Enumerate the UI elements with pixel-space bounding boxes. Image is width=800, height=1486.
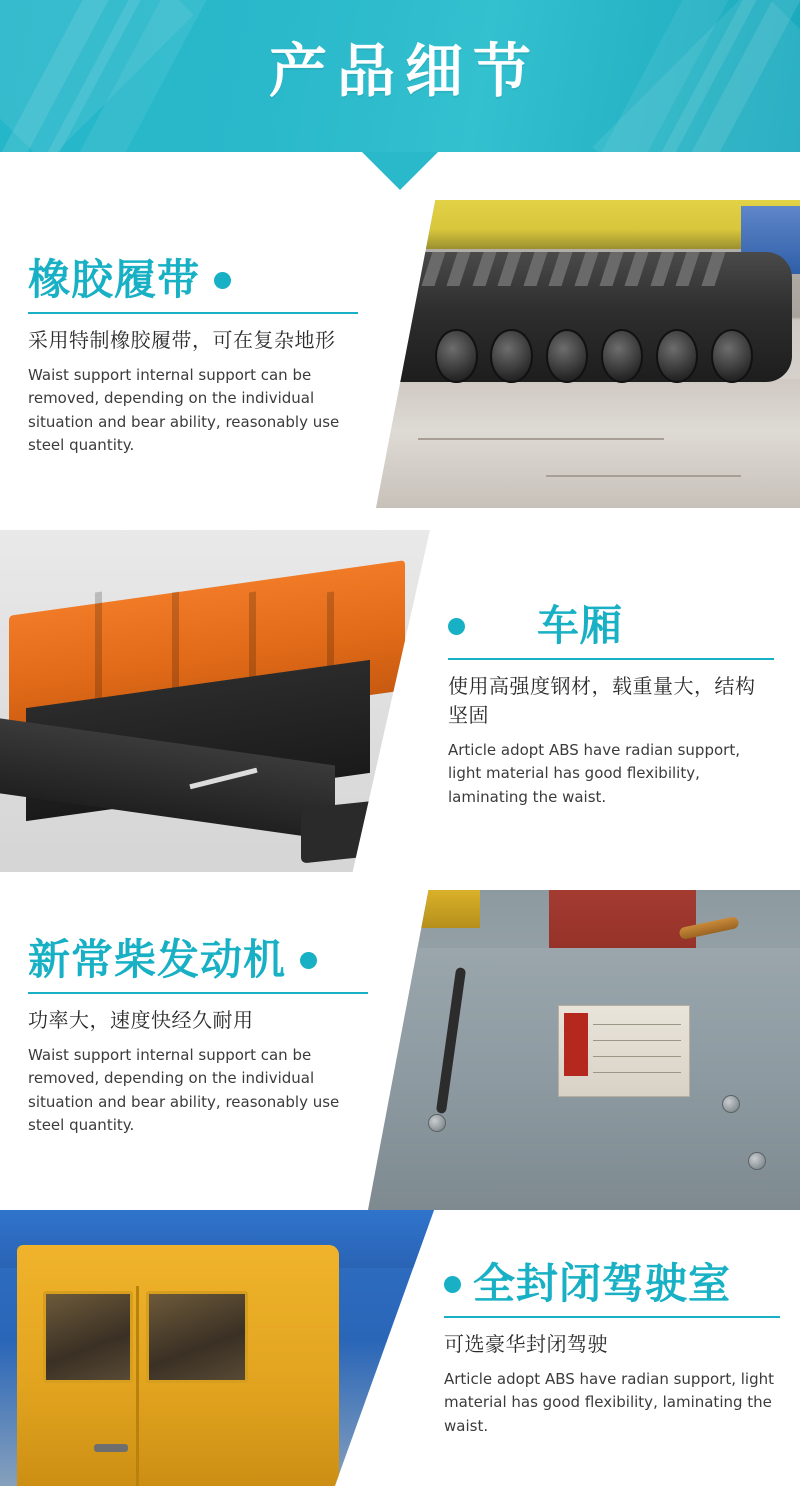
photo-bed-rib — [95, 591, 102, 715]
photo-cab-window — [146, 1291, 248, 1384]
photo-track-grouser — [396, 252, 420, 286]
photo-track-roller — [711, 329, 753, 382]
closed-cab-subtitle: 可选豪华封闭驾驶 — [444, 1332, 608, 1357]
closed-cab-heading-row — [444, 1259, 780, 1308]
banner-arrow-icon — [362, 152, 438, 190]
photo-yellow-frame — [411, 890, 480, 928]
photo-nameplate — [558, 1005, 690, 1097]
photo-cab-door-line — [136, 1286, 139, 1486]
section-closed-cab — [0, 1210, 800, 1486]
page-header-banner — [0, 0, 800, 152]
section-cargo-box — [0, 530, 800, 890]
rubber-track-heading-row — [28, 255, 358, 304]
cargo-box-subtitle: 使用高强度钢材，载重量大，结构坚固 — [448, 674, 756, 728]
photo-chassis-part — [301, 799, 387, 863]
cargo-box-divider — [448, 658, 774, 660]
photo-cab-window — [43, 1291, 133, 1384]
closed-cab-heading: 全封闭驾驶室 — [473, 1259, 732, 1308]
rubber-track-subtitle: 采用特制橡胶履带，可在复杂地形 — [28, 328, 336, 353]
photo-nameplate-line — [593, 1024, 681, 1025]
photo-track-roller — [601, 329, 643, 382]
closed-cab-text-block — [444, 1259, 780, 1438]
photo-nameplate-line — [593, 1056, 681, 1057]
bullet-dot-icon — [444, 1276, 461, 1293]
engine-heading: 新常柴发动机 — [28, 935, 287, 984]
photo-nameplate-line — [593, 1040, 681, 1041]
photo-track-roller — [435, 329, 477, 382]
section-rubber-track — [0, 200, 800, 530]
photo-track-roller — [490, 329, 532, 382]
cargo-box-body: Article adopt ABS have radian support, light material has good flexibility, laminating the waist. — [448, 741, 740, 806]
photo-nameplate-line — [593, 1072, 681, 1073]
photo-ground-crack — [418, 438, 664, 440]
bullet-dot-icon — [300, 952, 317, 969]
photo-cab-handle — [94, 1444, 128, 1452]
closed-cab-body: Article adopt ABS have radian support, light material has good flexibility, laminating the waist. — [444, 1370, 774, 1435]
cargo-box-heading-row — [448, 601, 774, 650]
photo-ground — [376, 379, 800, 508]
engine-divider — [28, 992, 368, 994]
engine-text-block — [28, 935, 368, 1137]
closed-cab-divider — [444, 1316, 780, 1318]
closed-cab-photo — [0, 1210, 434, 1486]
engine-body: Waist support internal support can be removed, depending on the individual situation and bear ability, reasonably use steel quantity. — [28, 1046, 340, 1134]
rubber-track-divider — [28, 312, 358, 314]
engine-heading-row — [28, 935, 368, 984]
rubber-track-photo — [376, 200, 800, 508]
page-title: 产品细节 — [268, 37, 541, 105]
photo-bolt — [722, 1095, 740, 1113]
bullet-dot-icon — [214, 272, 231, 289]
bullet-dot-icon — [448, 618, 465, 635]
rubber-track-text-block — [28, 255, 358, 457]
rubber-track-heading: 橡胶履带 — [28, 255, 201, 304]
photo-nameplate-red — [564, 1013, 587, 1076]
photo-track-roller — [656, 329, 698, 382]
engine-subtitle: 功率大，速度快经久耐用 — [28, 1008, 254, 1033]
section-engine — [0, 890, 800, 1210]
rubber-track-body: Waist support internal support can be removed, depending on the individual situation and bear ability, reasonably use steel quantity. — [28, 366, 340, 454]
engine-photo — [368, 890, 800, 1210]
photo-track-roller — [546, 329, 588, 382]
photo-sky — [376, 200, 800, 249]
photo-ground-crack — [546, 475, 741, 477]
cargo-box-heading: 车厢 — [537, 601, 624, 650]
cargo-box-text-block — [448, 601, 774, 809]
dump-bed-photo — [0, 530, 430, 872]
photo-cab-body — [17, 1245, 338, 1486]
